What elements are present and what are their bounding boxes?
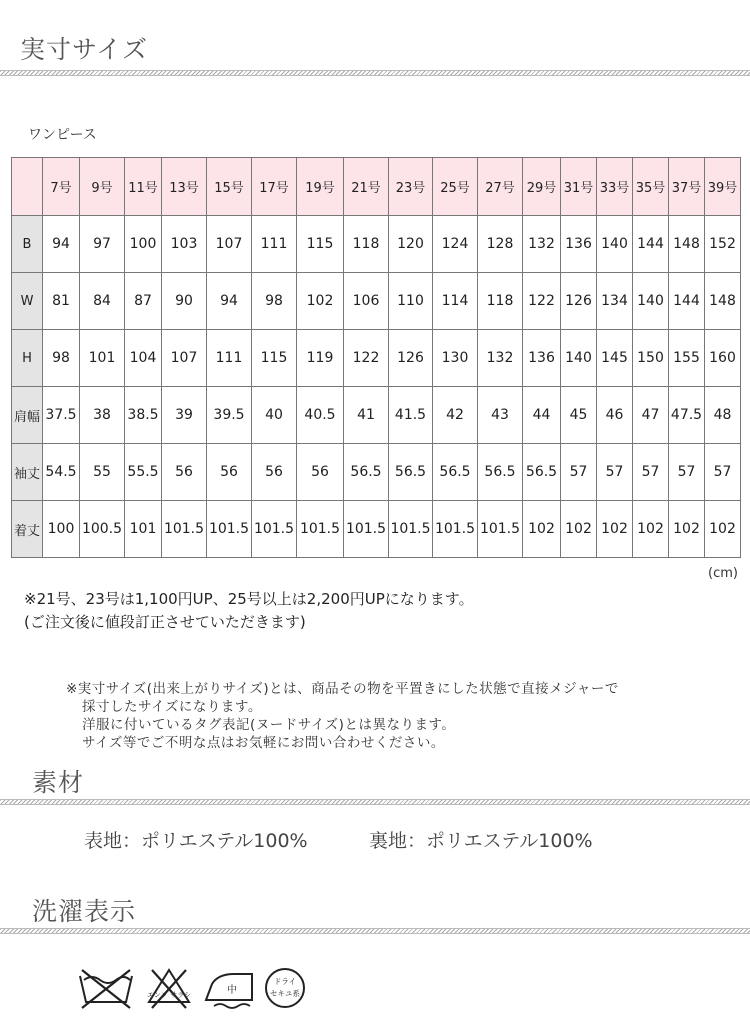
table-cell: 101.5 [162,501,207,558]
table-cell: 39.5 [207,387,252,444]
row-label: B [12,216,43,273]
table-cell: 140 [633,273,669,330]
size-header-cell: 35号 [633,158,669,216]
size-header-cell: 11号 [125,158,162,216]
table-cell: 107 [207,216,252,273]
table-cell: 56 [252,444,297,501]
table-cell: 55.5 [125,444,162,501]
table-cell: 56 [207,444,252,501]
table-row [12,444,741,501]
size-header-cell: 31号 [561,158,597,216]
table-cell: 102 [669,501,705,558]
table-cell: 144 [669,273,705,330]
unit-label: (cm) [708,566,738,581]
table-cell: 98 [252,273,297,330]
table-row [12,330,741,387]
table-cell: 87 [125,273,162,330]
size-header-cell: 27号 [478,158,523,216]
table-cell: 115 [252,330,297,387]
table-cell: 42 [433,387,478,444]
row-label: W [12,273,43,330]
table-cell: 101.5 [433,501,478,558]
material-outer: 表地：ポリエステル100% [84,830,308,852]
table-cell: 155 [669,330,705,387]
table-cell: 101.5 [389,501,433,558]
table-cell: 100.5 [80,501,125,558]
table-cell: 47.5 [669,387,705,444]
table-caption: ワンピース [28,127,97,143]
table-cell: 130 [433,330,478,387]
table-cell: 102 [633,501,669,558]
table-cell: 152 [705,216,741,273]
table-cell: 40 [252,387,297,444]
size-header-cell: 21号 [344,158,389,216]
table-cell: 101 [80,330,125,387]
table-cell: 101 [125,501,162,558]
table-cell: 94 [207,273,252,330]
table-row [12,501,741,558]
row-label: 着丈 [12,501,43,558]
size-header-cell: 37号 [669,158,705,216]
size-header-cell: 23号 [389,158,433,216]
table-cell: 41.5 [389,387,433,444]
table-cell: 102 [297,273,344,330]
table-cell: 94 [43,216,80,273]
table-cell: 41 [344,387,389,444]
table-cell: 150 [633,330,669,387]
table-cell: 118 [344,216,389,273]
table-cell: 136 [523,330,561,387]
table-cell: 48 [705,387,741,444]
iron-medium-icon [200,966,258,1014]
table-cell: 132 [478,330,523,387]
size-header-cell: 39号 [705,158,741,216]
table-cell: 114 [433,273,478,330]
size-table [11,157,741,558]
dry-clean-label-bottom: セキユ系 [270,989,300,998]
table-cell: 101.5 [297,501,344,558]
material-section-title: 素材 [32,768,85,797]
table-cell: 126 [389,330,433,387]
table-cell: 98 [43,330,80,387]
table-cell: 37.5 [43,387,80,444]
table-cell: 120 [389,216,433,273]
table-cell: 55 [80,444,125,501]
size-header-cell: 9号 [80,158,125,216]
table-cell: 100 [43,501,80,558]
table-cell: 43 [478,387,523,444]
table-cell: 148 [669,216,705,273]
table-cell: 56.5 [389,444,433,501]
row-label: H [12,330,43,387]
table-cell: 111 [207,330,252,387]
table-cell: 39 [162,387,207,444]
material-section-divider [0,799,750,805]
iron-medium-label: 中 [227,985,237,996]
table-cell: 101.5 [252,501,297,558]
table-cell: 81 [43,273,80,330]
measure-note-line-1: ※実寸サイズ(出来上がりサイズ)とは、商品その物を平置きにした状態で直接メジャーで [66,681,619,697]
table-cell: 38 [80,387,125,444]
size-header-cell: 19号 [297,158,344,216]
table-cell: 84 [80,273,125,330]
table-cell: 101.5 [478,501,523,558]
size-header-cell: 15号 [207,158,252,216]
table-cell: 56.5 [344,444,389,501]
table-cell: 102 [561,501,597,558]
table-cell: 56.5 [523,444,561,501]
dry-clean-label-top: ドライ [273,977,297,986]
table-cell: 56.5 [433,444,478,501]
table-cell: 134 [597,273,633,330]
table-cell: 102 [523,501,561,558]
table-cell: 46 [597,387,633,444]
no-wash-icon [76,966,136,1014]
care-section-divider [0,928,750,934]
table-cell: 122 [523,273,561,330]
table-cell: 126 [561,273,597,330]
dry-clean-icon [262,966,308,1014]
table-cell: 136 [561,216,597,273]
table-row [12,273,741,330]
table-cell: 122 [344,330,389,387]
table-cell: 100 [125,216,162,273]
table-cell: 144 [633,216,669,273]
table-corner-cell [12,158,43,216]
size-section-title: 実寸サイズ [20,35,149,64]
size-header-cell: 25号 [433,158,478,216]
table-cell: 101.5 [344,501,389,558]
table-cell: 56.5 [478,444,523,501]
table-cell: 132 [523,216,561,273]
table-cell: 128 [478,216,523,273]
size-table-header-row [12,158,741,216]
table-cell: 57 [705,444,741,501]
table-cell: 140 [561,330,597,387]
measure-note-line-4: サイズ等でご不明な点はお気軽にお問い合わせください。 [82,735,445,751]
size-section-divider [0,70,750,76]
table-cell: 54.5 [43,444,80,501]
table-cell: 140 [597,216,633,273]
table-cell: 57 [561,444,597,501]
table-cell: 124 [433,216,478,273]
table-cell: 44 [523,387,561,444]
table-cell: 90 [162,273,207,330]
table-cell: 107 [162,330,207,387]
table-cell: 57 [597,444,633,501]
measure-note-line-2: 採寸したサイズになります。 [82,699,262,715]
table-cell: 38.5 [125,387,162,444]
size-header-cell: 7号 [43,158,80,216]
table-cell: 56 [162,444,207,501]
table-cell: 102 [597,501,633,558]
table-row [12,387,741,444]
row-label: 肩幅 [12,387,43,444]
material-lining: 裏地：ポリエステル100% [369,830,593,852]
measure-note-line-3: 洋服に付いているタグ表記(ヌードサイズ)とは異なります。 [82,717,456,733]
table-cell: 45 [561,387,597,444]
price-note-line-2: (ご注文後に値段訂正させていただきます) [24,613,306,631]
row-label: 袖丈 [12,444,43,501]
size-header-cell: 29号 [523,158,561,216]
table-cell: 97 [80,216,125,273]
no-bleach-label: エンソ サラシ [146,991,192,999]
table-cell: 47 [633,387,669,444]
table-cell: 110 [389,273,433,330]
care-section-title: 洗濯表示 [32,897,137,926]
no-bleach-icon [146,966,192,1014]
table-cell: 56 [297,444,344,501]
price-note-line-1: ※21号、23号は1,100円UP、25号以上は2,200円UPになります。 [24,590,474,608]
table-cell: 118 [478,273,523,330]
table-cell: 148 [705,273,741,330]
table-cell: 57 [669,444,705,501]
table-cell: 40.5 [297,387,344,444]
size-header-cell: 33号 [597,158,633,216]
table-cell: 104 [125,330,162,387]
table-cell: 102 [705,501,741,558]
size-header-cell: 13号 [162,158,207,216]
table-row [12,216,741,273]
size-header-cell: 17号 [252,158,297,216]
table-cell: 103 [162,216,207,273]
table-cell: 115 [297,216,344,273]
table-cell: 119 [297,330,344,387]
table-cell: 57 [633,444,669,501]
table-cell: 160 [705,330,741,387]
table-cell: 111 [252,216,297,273]
table-cell: 106 [344,273,389,330]
table-cell: 101.5 [207,501,252,558]
table-cell: 145 [597,330,633,387]
